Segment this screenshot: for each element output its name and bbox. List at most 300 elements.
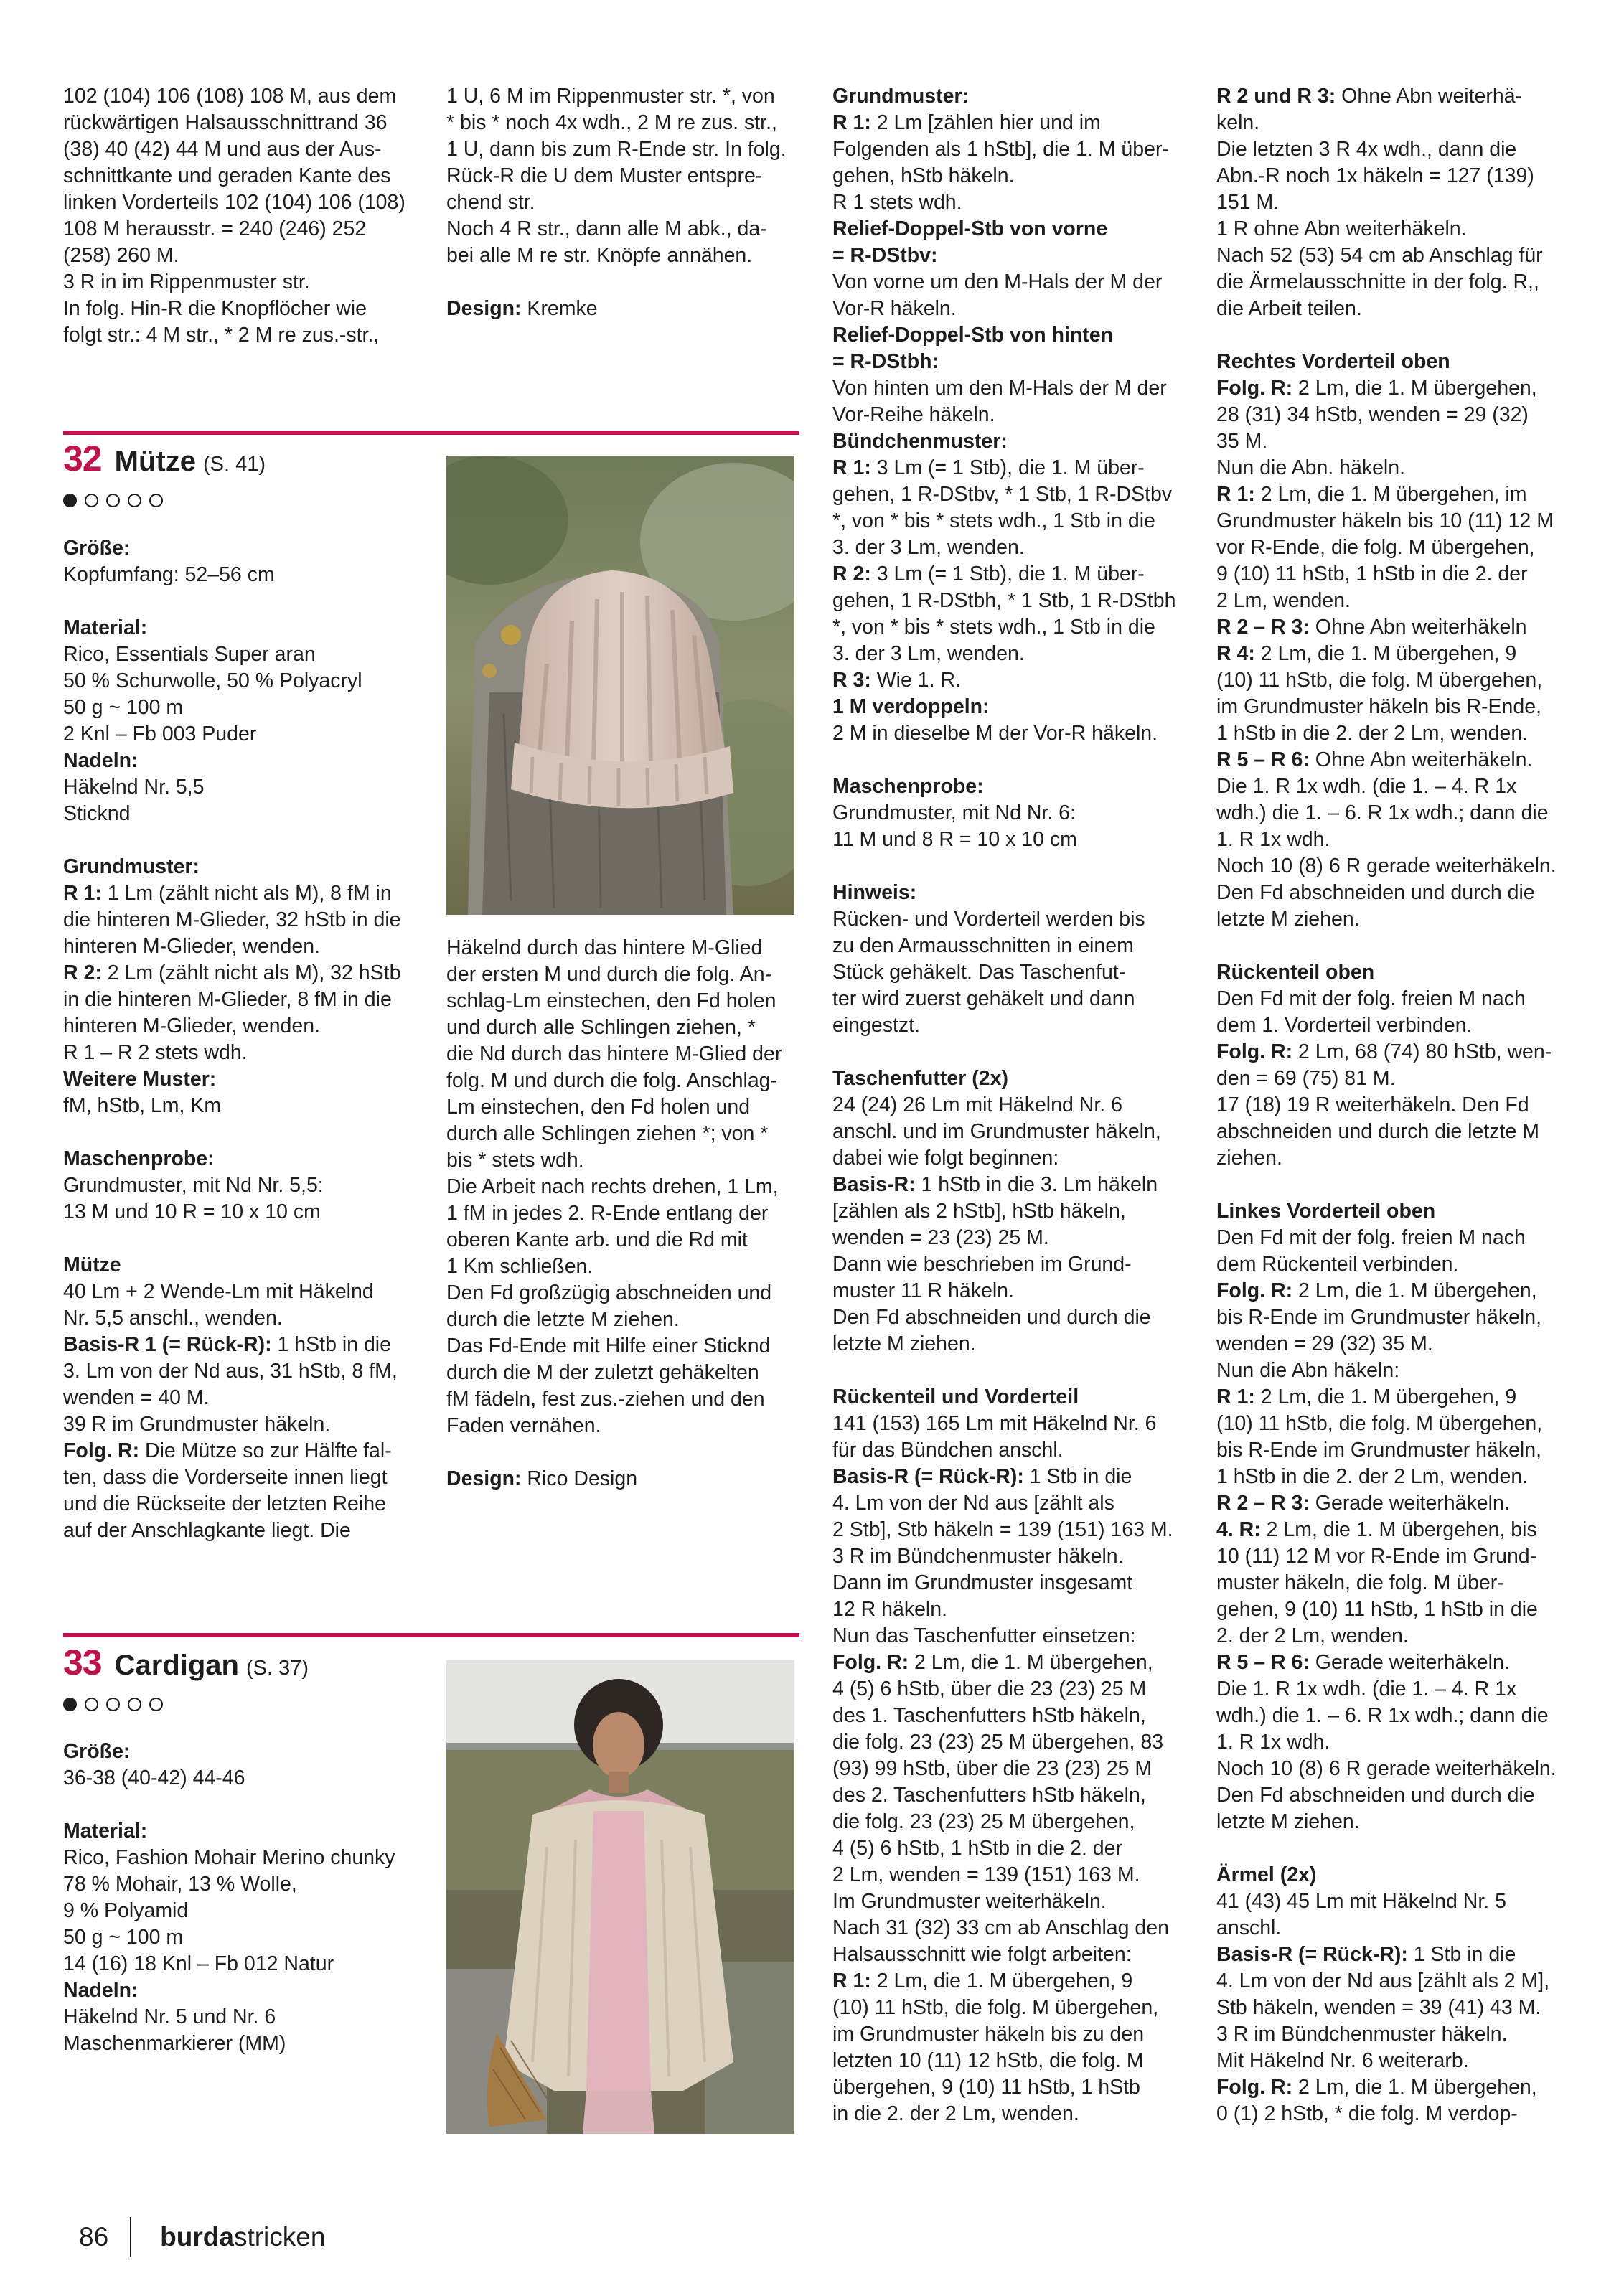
text-line: Nun das Taschenfutter einsetzen: — [832, 1624, 1136, 1647]
text-line: des 2. Taschenfutters hStb häkeln, — [832, 1784, 1146, 1807]
text-line: 3 R im Bündchenmuster häkeln. — [1216, 2023, 1508, 2046]
difficulty-dot-empty — [149, 1698, 163, 1711]
text-line: Häkelnd Nr. 5,5 — [63, 776, 205, 799]
text-line: 9 (10) 11 hStb, 1 hStb in die 2. der — [1216, 563, 1528, 585]
subheading-text: Material: — [63, 1820, 148, 1843]
subheading-text: Taschenfutter (2x) — [832, 1067, 1008, 1090]
labeled-line — [1216, 1650, 1575, 1676]
subheading-text: Relief-Doppel-Stb von hinten — [832, 324, 1114, 347]
labeled-line — [446, 1466, 812, 1492]
subheading — [63, 1146, 429, 1172]
text-line: letzte M ziehen. — [1216, 908, 1360, 931]
text-line: 1 Km schließen. — [446, 1255, 593, 1278]
subheading — [832, 216, 1198, 243]
row-text: 2 Lm, 68 (74) 80 hStb, wen- — [1292, 1040, 1552, 1063]
row-text: 2 Lm (zählt nicht als M), 32 hStb — [101, 961, 401, 984]
text-line: (10) 11 hStb, die folg. M übergehen, — [832, 1996, 1159, 2019]
labeled-line — [1216, 1278, 1575, 1304]
row-label: R 1: — [63, 882, 102, 905]
text-line: anschl. und im Grundmuster häkeln, — [832, 1120, 1161, 1143]
row-text: 3 Lm (= 1 Stb), die 1. M über- — [870, 456, 1145, 479]
row-label: Basis-R 1 (= Rück-R): — [63, 1333, 272, 1356]
text-line: 2 Lm, wenden. — [1216, 589, 1351, 612]
text-line: Grundmuster, mit Nd Nr. 5,5: — [63, 1174, 324, 1197]
text-line: (258) 260 M. — [63, 244, 179, 267]
text-line: letzten 10 (11) 12 hStb, die folg. M — [832, 2049, 1144, 2072]
row-label: R 2 – R 3: — [1216, 616, 1310, 639]
text-line: Das Fd-Ende mit Hilfe einer Sticknd — [446, 1335, 771, 1358]
labeled-line — [1216, 614, 1575, 641]
text-line: anschl. — [1216, 1916, 1282, 1939]
row-label: R 1: — [1216, 483, 1255, 506]
spacer — [832, 747, 1198, 773]
difficulty-dot-filled — [63, 1698, 77, 1711]
text-line: 108 M herausstr. = 240 (246) 252 — [63, 217, 367, 240]
text-line: und die Rückseite der letzten Reihe — [63, 1492, 386, 1515]
text-line: (10) 11 hStb, die folg. M übergehen, — [1216, 669, 1543, 692]
text-line: Häkelnd Nr. 5 und Nr. 6 — [63, 2005, 276, 2028]
difficulty-dot-empty — [85, 494, 98, 507]
subheading — [63, 854, 429, 880]
brand-logo: burdastricken — [160, 2222, 326, 2252]
text-line: durch die M der zuletzt gehäkelten — [446, 1361, 759, 1384]
labeled-line — [832, 1172, 1198, 1198]
text-line: Den Fd abschneiden und durch die — [1216, 1784, 1535, 1807]
labeled-line — [832, 1464, 1198, 1490]
subheading — [832, 694, 1198, 720]
text-line: folg. M und durch die folg. Anschlag- — [446, 1069, 778, 1092]
labeled-line — [63, 1332, 429, 1358]
text-line: wenden = 40 M. — [63, 1386, 210, 1409]
row-label: R 1: — [832, 111, 871, 134]
text-line: Die 1. R 1x wdh. (die 1. – 4. R 1x — [1216, 1678, 1517, 1700]
difficulty-dot-empty — [106, 494, 120, 507]
labeled-line — [1216, 641, 1575, 667]
subheading — [1216, 1198, 1575, 1225]
text-line: Im Grundmuster weiterhäkeln. — [832, 1890, 1107, 1913]
text-line: ten, dass die Vorderseite innen liegt — [63, 1466, 388, 1489]
subheading-text: Ärmel (2x) — [1216, 1863, 1317, 1886]
row-label: Basis-R (= Rück-R): — [1216, 1943, 1408, 1966]
subheading-text: Größe: — [63, 537, 131, 560]
col1-hat-instructions — [63, 535, 429, 1544]
difficulty-dot-empty — [128, 1698, 141, 1711]
text-line: 0 (1) 2 hStb, * die folg. M verdop- — [1216, 2102, 1518, 2125]
row-text: Rico Design — [521, 1467, 638, 1490]
subheading-text: Linkes Vorderteil oben — [1216, 1200, 1436, 1223]
subheading-text: = R-DStbv: — [832, 244, 938, 267]
section-33-heading — [63, 1642, 309, 1683]
col1-top-text — [63, 83, 429, 349]
row-text: 2 Lm, die 1. M übergehen, — [1292, 377, 1537, 400]
row-label: R 5 – R 6: — [1216, 748, 1310, 771]
text-line: 50 g ~ 100 m — [63, 696, 184, 719]
text-line: Den Fd abschneiden und durch die — [1216, 881, 1535, 904]
text-line: hinteren M-Glieder, wenden. — [63, 1015, 321, 1038]
text-line: 28 (31) 34 hStb, wenden = 29 (32) — [1216, 403, 1529, 426]
text-line: Rico, Fashion Mohair Merino chunky — [63, 1846, 395, 1869]
subheading-text: Rückenteil und Vorderteil — [832, 1385, 1079, 1408]
difficulty-dot-empty — [106, 1698, 120, 1711]
text-line: auf der Anschlagkante liegt. Die — [63, 1519, 351, 1542]
row-text: Gerade weiterhäkeln. — [1309, 1492, 1510, 1515]
hat-photo — [446, 456, 794, 915]
text-line: 141 (153) 165 Lm mit Häkelnd Nr. 6 — [832, 1412, 1157, 1435]
text-line: keln. — [1216, 111, 1260, 134]
spacer — [446, 1439, 812, 1466]
text-line: bis * stets wdh. — [446, 1149, 584, 1172]
subheading — [832, 1065, 1198, 1092]
text-line: durch die letzte M ziehen. — [446, 1308, 680, 1331]
row-label: R 1: — [1216, 1385, 1255, 1408]
text-line: 4 (5) 6 hStb, 1 hStb in die 2. der — [832, 1837, 1122, 1860]
text-line: wdh.) die 1. – 6. R 1x wdh.; dann die — [1216, 801, 1549, 824]
row-label: 4. R: — [1216, 1518, 1261, 1541]
difficulty-rating-33 — [63, 1698, 163, 1711]
text-line: rückwärtigen Halsausschnittrand 36 — [63, 111, 388, 134]
text-line: des 1. Taschenfutters hStb häkeln, — [832, 1704, 1146, 1727]
subheading — [1216, 959, 1575, 986]
text-line: Rücken- und Vorderteil werden bis — [832, 908, 1145, 931]
row-label: R 1: — [832, 1970, 871, 1992]
row-text: Wie 1. R. — [870, 669, 961, 692]
row-text: 2 Lm, die 1. M übergehen, im — [1254, 483, 1527, 506]
labeled-line — [1216, 1039, 1575, 1065]
text-line: (38) 40 (42) 44 M und aus der Aus- — [63, 138, 382, 161]
subheading — [832, 322, 1198, 349]
subheading — [1216, 349, 1575, 375]
labeled-line — [1216, 481, 1575, 508]
text-line: [zählen als 2 hStb], hStb häkeln, — [832, 1200, 1126, 1223]
text-line: R 1 – R 2 stets wdh. — [63, 1041, 248, 1064]
text-line: die Nd durch das hintere M-Glied der — [446, 1043, 782, 1065]
col2-hat-instructions — [446, 935, 812, 1492]
text-line: und durch alle Schlingen ziehen, * — [446, 1016, 756, 1039]
row-text: Gerade weiterhäkeln. — [1309, 1651, 1510, 1674]
text-line: folgt str.: 4 M str., * 2 M re zus.-str., — [63, 324, 380, 347]
spacer — [832, 1039, 1198, 1065]
row-label: R 3: — [832, 669, 871, 692]
text-line: *, von * bis * stets wdh., 1 Stb in die — [832, 616, 1155, 639]
text-line: Die Arbeit nach rechts drehen, 1 Lm, — [446, 1175, 779, 1198]
text-line: schlag-Lm einstechen, den Fd holen — [446, 989, 776, 1012]
labeled-line — [1216, 1490, 1575, 1517]
text-line: wenden = 29 (32) 35 M. — [1216, 1332, 1433, 1355]
difficulty-dot-empty — [128, 494, 141, 507]
text-line: 1 U, dann bis zum R-Ende str. In folg. — [446, 138, 787, 161]
page-footer — [79, 2217, 325, 2257]
subheading-text: Nadeln: — [63, 749, 139, 772]
design-credit-kremke: Design: Kremke — [446, 297, 598, 320]
text-line: Noch 4 R str., dann alle M abk., da- — [446, 217, 767, 240]
text-line: Sticknd — [63, 802, 131, 825]
subheading-text: Bündchenmuster: — [832, 430, 1008, 453]
subheading — [832, 428, 1198, 455]
text-line: 39 R im Grundmuster häkeln. — [63, 1413, 331, 1436]
labeled-line — [832, 561, 1198, 588]
text-line: 3 R in im Rippenmuster str. — [63, 270, 310, 293]
text-line: Nun die Abn. häkeln. — [1216, 456, 1406, 479]
row-label: Folg. R: — [1216, 377, 1293, 400]
section-title: Mütze — [114, 446, 196, 477]
text-line: Von vorne um den M-Hals der M der — [832, 270, 1163, 293]
text-line: 11 M und 8 R = 10 x 10 cm — [832, 828, 1077, 851]
row-text: 2 Lm, die 1. M übergehen, — [1292, 2076, 1537, 2099]
text-line: Halsausschnitt wie folgt arbeiten: — [832, 1943, 1132, 1966]
text-line: die hinteren M-Glieder, 32 hStb in die — [63, 908, 401, 931]
difficulty-dot-empty — [85, 1698, 98, 1711]
section-32-heading — [63, 438, 266, 479]
row-text: 2 Lm, die 1. M übergehen, bis — [1260, 1518, 1537, 1541]
spacer — [63, 827, 429, 854]
col1-cardigan-materials — [63, 1739, 429, 2057]
text-line: (93) 99 hStb, über die 23 (23) 25 M — [832, 1757, 1153, 1780]
text-line: 1 fM in jedes 2. R-Ende entlang der — [446, 1202, 769, 1225]
subheading-text: Rückenteil oben — [1216, 961, 1375, 984]
text-line: chend str. — [446, 191, 535, 214]
text-line: In folg. Hin-R die Knopflöcher wie — [63, 297, 367, 320]
text-line: 151 M. — [1216, 191, 1280, 214]
text-line: 4. Lm von der Nd aus [zählt als — [832, 1492, 1114, 1515]
text-line: den = 69 (75) 81 M. — [1216, 1067, 1396, 1090]
text-line: 40 Lm + 2 Wende-Lm mit Häkelnd — [63, 1280, 374, 1303]
spacer — [1216, 1172, 1575, 1198]
page-reference: (S. 37) — [245, 1657, 309, 1680]
text-line: Lm einstechen, den Fd holen und — [446, 1096, 751, 1119]
row-text: 2 Lm, die 1. M übergehen, 9 — [1254, 642, 1517, 665]
difficulty-dot-empty — [149, 494, 163, 507]
text-line: Die 1. R 1x wdh. (die 1. – 4. R 1x — [1216, 775, 1517, 798]
text-line: 41 (43) 45 Lm mit Häkelnd Nr. 5 — [1216, 1890, 1506, 1913]
text-line: (10) 11 hStb, die folg. M übergehen, — [1216, 1412, 1543, 1435]
text-line: für das Bündchen anschl. — [832, 1439, 1064, 1462]
text-line: Nr. 5,5 anschl., wenden. — [63, 1307, 283, 1330]
text-line: 1 U, 6 M im Rippenmuster str. *, von — [446, 85, 775, 108]
subheading-text: Grundmuster: — [832, 85, 970, 108]
subheading-text: 1 M verdoppeln: — [832, 695, 990, 718]
text-line: Grundmuster, mit Nd Nr. 6: — [832, 801, 1076, 824]
subheading-text: Nadeln: — [63, 1979, 139, 2002]
subheading-text: Relief-Doppel-Stb von vorne — [832, 217, 1108, 240]
labeled-line — [1216, 747, 1575, 773]
subheading-text: Grundmuster: — [63, 855, 200, 878]
subheading — [1216, 1862, 1575, 1888]
text-line: 1 R ohne Abn weiterhäkeln. — [1216, 217, 1467, 240]
text-line: Den Fd abschneiden und durch die — [832, 1306, 1151, 1329]
text-line: 78 % Mohair, 13 % Wolle, — [63, 1873, 297, 1896]
row-text: 3 Lm (= 1 Stb), die 1. M über- — [870, 563, 1145, 585]
spacer — [1216, 322, 1575, 349]
row-text: 1 Stb in die — [1023, 1465, 1132, 1488]
row-label: Folg. R: — [832, 1651, 909, 1674]
text-line: im Grundmuster häkeln bis R-Ende, — [1216, 695, 1542, 718]
text-line: durch alle Schlingen ziehen *; von * — [446, 1122, 769, 1145]
text-line: dem 1. Vorderteil verbinden. — [1216, 1014, 1473, 1037]
text-line: 10 (11) 12 M vor R-Ende im Grund- — [1216, 1545, 1537, 1568]
text-line: Abn.-R noch 1x häkeln = 127 (139) — [1216, 164, 1534, 187]
subheading-text: Material: — [63, 616, 148, 639]
difficulty-rating-32 — [63, 494, 163, 507]
spacer — [63, 1225, 429, 1252]
row-label: R 2 – R 3: — [1216, 1492, 1310, 1515]
subheading — [63, 748, 429, 774]
subheading-text: Hinweis: — [832, 881, 917, 904]
text-line: R 1 stets wdh. — [832, 191, 962, 214]
text-line: bei alle M re str. Knöpfe annähen. — [446, 244, 753, 267]
row-label: Folg. R: — [1216, 2076, 1293, 2099]
text-line: gehen, 1 R-DStbh, * 1 Stb, 1 R-DStbh — [832, 589, 1176, 612]
labeled-line — [832, 1650, 1198, 1676]
text-line: Noch 10 (8) 6 R gerade weiterhäkeln. — [1216, 1757, 1557, 1780]
text-line: Vor-R häkeln. — [832, 297, 957, 320]
subheading-text: = R-DStbh: — [832, 350, 939, 373]
subheading — [63, 1818, 429, 1845]
row-text: 1 hStb in die — [271, 1333, 391, 1356]
text-line: bis R-Ende im Grundmuster häkeln, — [1216, 1439, 1542, 1462]
row-label: Folg. R: — [1216, 1279, 1293, 1302]
text-line: Noch 10 (8) 6 R gerade weiterhäkeln. — [1216, 855, 1557, 878]
text-line: ter wird zuerst gehäkelt und dann — [832, 987, 1135, 1010]
text-line: linken Vorderteils 102 (104) 106 (108) — [63, 191, 405, 214]
text-line: 2 Knl – Fb 003 Puder — [63, 723, 257, 745]
text-line: Häkelnd durch das hintere M-Glied — [446, 936, 763, 959]
subheading-text: Weitere Muster: — [63, 1068, 217, 1091]
text-line: schnittkante und geraden Kante des — [63, 164, 391, 187]
subheading — [63, 1252, 429, 1279]
text-line: fM, hStb, Lm, Km — [63, 1094, 222, 1117]
text-line: bis R-Ende im Grundmuster häkeln, — [1216, 1306, 1542, 1329]
subheading — [832, 83, 1198, 110]
text-line: abschneiden und durch die letzte M — [1216, 1120, 1539, 1143]
text-line: 2 M in dieselbe M der Vor-R häkeln. — [832, 722, 1158, 745]
row-text: 2 Lm, die 1. M übergehen, — [1292, 1279, 1537, 1302]
text-line: gehen, hStb häkeln. — [832, 164, 1015, 187]
text-line: Grundmuster häkeln bis 10 (11) 12 M — [1216, 509, 1554, 532]
text-line: Die letzten 3 R 4x wdh., dann die — [1216, 138, 1517, 161]
row-text: 2 Lm, die 1. M übergehen, 9 — [1254, 1385, 1517, 1408]
text-line: Nach 52 (53) 54 cm ab Anschlag für — [1216, 244, 1543, 267]
text-line: Nun die Abn häkeln: — [1216, 1359, 1400, 1382]
labeled-line — [1216, 1517, 1575, 1543]
text-line: Den Fd mit der folg. freien M nach — [1216, 1226, 1526, 1249]
text-line: in die hinteren M-Glieder, 8 fM in die — [63, 988, 392, 1011]
text-line: 12 R häkeln. — [832, 1598, 948, 1621]
row-label: R 5 – R 6: — [1216, 1651, 1310, 1674]
text-line: 102 (104) 106 (108) 108 M, aus dem — [63, 85, 397, 108]
cardigan-photo — [446, 1660, 794, 2134]
text-line: 3. Lm von der Nd aus, 31 hStb, 8 fM, — [63, 1360, 398, 1383]
text-line: 2 Stb], Stb häkeln = 139 (151) 163 M. — [832, 1518, 1173, 1541]
spacer — [1216, 1835, 1575, 1862]
labeled-line — [832, 1968, 1198, 1995]
text-line: 36-38 (40-42) 44-46 — [63, 1766, 245, 1789]
text-line: 50 g ~ 100 m — [63, 1926, 184, 1949]
labeled-line — [63, 960, 429, 987]
text-line: Den Fd mit der folg. freien M nach — [1216, 987, 1526, 1010]
text-line: ziehen. — [1216, 1147, 1282, 1170]
text-line: Kopfumfang: 52–56 cm — [63, 563, 275, 586]
subheading — [63, 535, 429, 562]
spacer — [832, 1358, 1198, 1384]
col2-top-text — [446, 83, 812, 322]
spacer — [63, 588, 429, 615]
text-line: zu den Armausschnitten in einem — [832, 934, 1134, 957]
row-text: Ohne Abn weiterhäkeln — [1309, 616, 1527, 639]
text-line: Rico, Essentials Super aran — [63, 643, 316, 666]
page-number: 86 — [79, 2222, 109, 2252]
text-line: Den Fd großzügig abschneiden und — [446, 1281, 772, 1304]
labeled-line — [63, 880, 429, 907]
row-label: Basis-R: — [832, 1173, 916, 1196]
text-line: die folg. 23 (23) 25 M übergehen, 83 — [832, 1731, 1164, 1754]
text-line: eingestzt. — [832, 1014, 920, 1037]
text-line: Faden vernähen. — [446, 1414, 601, 1437]
text-line: 2. der 2 Lm, wenden. — [1216, 1624, 1409, 1647]
labeled-line — [1216, 2074, 1575, 2101]
text-line: Vor-Reihe häkeln. — [832, 403, 995, 426]
text-line: 1 hStb in die 2. der 2 Lm, wenden. — [1216, 722, 1529, 745]
text-line: wdh.) die 1. – 6. R 1x wdh.; dann die — [1216, 1704, 1549, 1727]
text-line: 2 Lm, wenden = 139 (151) 163 M. — [832, 1863, 1140, 1886]
text-line: letzte M ziehen. — [1216, 1810, 1360, 1833]
text-line: 35 M. — [1216, 430, 1268, 453]
footer-divider — [130, 2217, 131, 2257]
spacer — [832, 853, 1198, 880]
row-text: 1 Lm (zählt nicht als M), 8 fM in — [101, 882, 392, 905]
subheading-text: Mütze — [63, 1253, 121, 1276]
text-line: 1. R 1x wdh. — [1216, 1731, 1330, 1754]
subheading — [63, 1977, 429, 2004]
text-line: * bis * noch 4x wdh., 2 M re zus. str., — [446, 111, 777, 134]
text-line: letzte M ziehen. — [832, 1332, 976, 1355]
text-line: 9 % Polyamid — [63, 1899, 189, 1922]
text-line: 24 (24) 26 Lm mit Häkelnd Nr. 6 — [832, 1093, 1122, 1116]
labeled-line — [63, 1438, 429, 1464]
labeled-line — [1216, 375, 1575, 402]
text-line: gehen, 1 R-DStbv, * 1 Stb, 1 R-DStbv — [832, 483, 1173, 506]
page-reference: (S. 41) — [202, 453, 266, 476]
text-line: 17 (18) 19 R weiterhäkeln. Den Fd — [1216, 1093, 1529, 1116]
spacer — [1216, 933, 1575, 959]
text-line: 1. R 1x wdh. — [1216, 828, 1330, 851]
text-line: vor R-Ende, die folg. M übergehen, — [1216, 536, 1535, 559]
row-text: Ohne Abn weiterhä- — [1336, 85, 1523, 108]
row-label: R 2: — [63, 961, 102, 984]
text-line: 14 (16) 18 Knl – Fb 012 Natur — [63, 1952, 334, 1975]
text-line: Folgenden als 1 hStb], die 1. M über- — [832, 138, 1169, 161]
row-label: R 1: — [832, 456, 871, 479]
subheading — [832, 243, 1198, 269]
text-line: Dann wie beschrieben im Grund- — [832, 1253, 1132, 1276]
section-title: Cardigan — [114, 1650, 239, 1681]
text-line: 13 M und 10 R = 10 x 10 cm — [63, 1200, 321, 1223]
subheading-text: Maschenprobe: — [63, 1147, 215, 1170]
text-line: gehen, 9 (10) 11 hStb, 1 hStb in die — [1216, 1598, 1538, 1621]
row-label: R 2 und R 3: — [1216, 85, 1336, 108]
subheading — [832, 1384, 1198, 1411]
labeled-line — [1216, 1942, 1575, 1968]
text-line: dem Rückenteil verbinden. — [1216, 1253, 1459, 1276]
text-line: 4 (5) 6 hStb, über die 23 (23) 25 M — [832, 1678, 1147, 1700]
labeled-line — [832, 667, 1198, 694]
text-line: Stück gehäkelt. Das Taschenfut- — [832, 961, 1126, 984]
text-line: dabei wie folgt beginnen: — [832, 1147, 1059, 1170]
labeled-line — [832, 455, 1198, 481]
text-line: *, von * bis * stets wdh., 1 Stb in die — [832, 509, 1155, 532]
text-line: die folg. 23 (23) 25 M übergehen, — [832, 1810, 1135, 1833]
text-line: muster 11 R häkeln. — [832, 1279, 1014, 1302]
text-line: die Ärmelausschnitte in der folg. R,, — [1216, 270, 1539, 293]
